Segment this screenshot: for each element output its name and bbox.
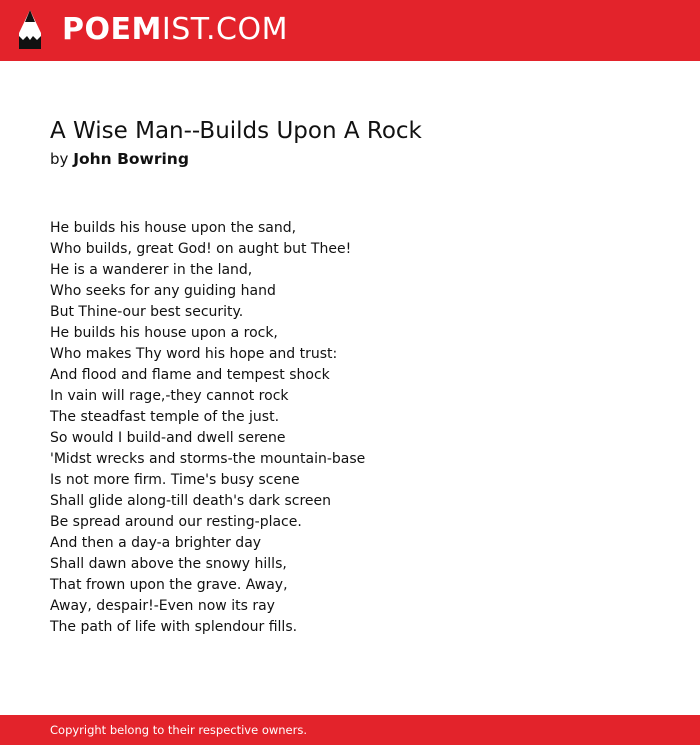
poem-line: Who builds, great God! on aught but Thee! [50,241,352,257]
poem-title: A Wise Man--Builds Upon A Rock [50,118,422,144]
poem-line: The steadfast temple of the just. [50,409,280,425]
poem-line: And flood and flame and tempest shock [50,367,330,383]
poem-line: Who makes Thy word his hope and trust: [50,346,338,362]
logo-light-text: IST.COM [161,12,288,47]
poem-line: But Thine-our best security. [50,304,244,320]
poem-line: And then a day-a brighter day [50,535,262,551]
poem-line: The path of life with splendour fills. [50,619,298,635]
poem-line: Away, despair!-Even now its ray [50,598,275,614]
author-name: John Bowring [73,150,189,168]
poem-line: He is a wanderer in the land, [50,262,253,278]
site-header [0,0,700,61]
byline [50,149,189,169]
logo-bold-text: POEM [62,12,162,47]
poem-line: Shall glide along-till death's dark screen [50,493,331,509]
poem-line: Who seeks for any guiding hand [50,283,276,299]
poem-body [50,218,365,638]
by-label: by [50,150,69,168]
poem-line: Is not more firm. Time's busy scene [50,472,300,488]
site-logo[interactable] [62,12,288,48]
poem-line: He builds his house upon a rock, [50,325,278,341]
poem-line: 'Midst wrecks and storms-the mountain-base [50,451,366,467]
poem-line: So would I build-and dwell serene [50,430,286,446]
copyright-text: Copyright belong to their respective owners. [50,723,308,737]
poem-line: Be spread around our resting-place. [50,514,302,530]
poem-line: That frown upon the grave. Away, [50,577,288,593]
poem-line: In vain will rage,-they cannot rock [50,388,289,404]
poem-line: He builds his house upon the sand, [50,220,297,236]
site-footer [0,715,700,745]
poem-line: Shall dawn above the snowy hills, [50,556,287,572]
pencil-logo-icon[interactable] [17,9,43,52]
